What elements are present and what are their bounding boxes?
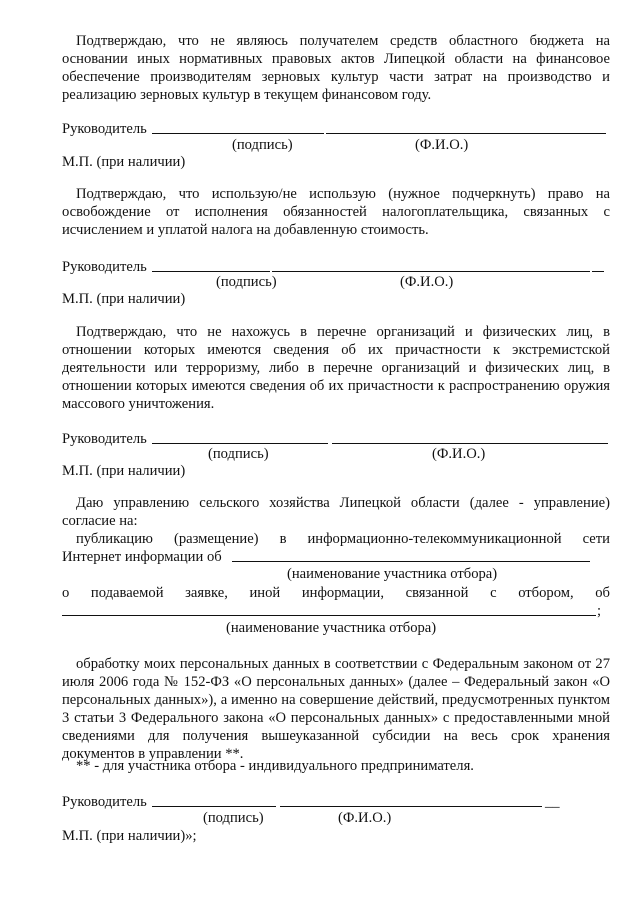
signature-line-4[interactable] [152, 806, 276, 807]
signature-caption-3: (подпись) [208, 446, 269, 462]
about-word: информации, [301, 585, 384, 601]
about-word: подаваемой [90, 585, 164, 601]
seal-note-3: М.П. (при наличии) [62, 463, 186, 479]
fio-caption-3: (Ф.И.О.) [432, 446, 486, 462]
signature-line-2[interactable] [152, 271, 270, 272]
footnote: ** - для участника отбора - индивидуального предпринимателя. [76, 758, 474, 774]
participant-name-line-1[interactable] [232, 561, 590, 562]
signature-caption-2: (подпись) [216, 274, 277, 290]
seal-note-1: М.П. (при наличии) [62, 154, 186, 170]
internet-info-label: Интернет информации об [62, 549, 222, 565]
confirmation-paragraph-1: Подтверждаю, что не являюсь получателем средств областного бюджета на основании иных нормативных правовых актов Липецкой области на финансовое обеспечение производителям зерновых культур части затрат на производство и реализацию зерновых культур в текущем финансовом году. [62, 33, 610, 103]
participant-caption-1: (наименование участника отбора) [287, 566, 498, 582]
consent-intro: Даю управлению сельского хозяйства Липецкой области (далее - управление) согласие на: [62, 495, 610, 529]
trailing-dash-4: __ [545, 794, 560, 810]
publication-word: в [279, 531, 287, 547]
about-word: с [490, 585, 497, 601]
semicolon: ; [597, 603, 602, 619]
about-word: связанной [405, 585, 469, 601]
publication-word: информационно-телекоммуникационной [307, 531, 562, 547]
trailing-line-2 [592, 271, 604, 272]
head-label-3: Руководитель [62, 431, 147, 447]
fio-line-2[interactable] [272, 271, 590, 272]
about-line [62, 584, 610, 602]
publication-word: публикацию [76, 531, 153, 547]
signature-line-3[interactable] [152, 443, 328, 444]
publication-line [76, 530, 610, 548]
confirmation-paragraph-3: Подтверждаю, что не нахожусь в перечне организаций и физических лиц, в отношении которых имеются сведения об их причастности к экстремистской деятельности или терроризму, либо в перечне организаций и физических лиц, в отношении которых имеются сведения об их причастности к распространению оружия массового уничтожения. [62, 324, 610, 412]
publication-word: (размещение) [173, 531, 259, 547]
seal-note-4: М.П. (при наличии)»; [62, 828, 197, 844]
head-label-2: Руководитель [62, 259, 147, 275]
fio-line-4[interactable] [280, 806, 542, 807]
seal-note-2: М.П. (при наличии) [62, 291, 186, 307]
fio-line-3[interactable] [332, 443, 608, 444]
about-word: иной [249, 585, 281, 601]
publication-word: сети [582, 531, 610, 547]
fio-caption-2: (Ф.И.О.) [400, 274, 454, 290]
signature-caption-1: (подпись) [232, 137, 293, 153]
participant-caption-2: (наименование участника отбора) [226, 620, 437, 636]
about-word: об [595, 585, 610, 601]
confirmation-paragraph-2: Подтверждаю, что использую/не использую (нужное подчеркнуть) право на освобождение от исполнения обязанностей налогоплательщика, связанных с исчислением и уплатой налога на добавленную стоимость. [62, 186, 610, 238]
signature-line-1[interactable] [152, 133, 324, 134]
participant-name-line-2[interactable] [62, 615, 596, 616]
about-word: заявке, [185, 585, 228, 601]
fio-caption-1: (Ф.И.О.) [415, 137, 469, 153]
head-label-4: Руководитель [62, 794, 147, 810]
personal-data-consent: обработку моих персональных данных в соответствии с Федеральным законом от 27 июля 2006 года № 152-ФЗ «О персональных данных» (далее – Федеральный закон «О персональных данных»), а именно на совершение действий, предусмотренных пунктом 3 статьи 3 Федерального закона «О персональных данных» с предоставленными мной сведениями для получения вышеуказанной субсидии на весь срок хранения документов в управлении **. [62, 656, 610, 762]
fio-caption-4: (Ф.И.О.) [338, 810, 392, 826]
about-word: о [62, 585, 70, 601]
signature-caption-4: (подпись) [203, 810, 264, 826]
about-word: отбором, [518, 585, 574, 601]
fio-line-1[interactable] [326, 133, 606, 134]
head-label-1: Руководитель [62, 121, 147, 137]
